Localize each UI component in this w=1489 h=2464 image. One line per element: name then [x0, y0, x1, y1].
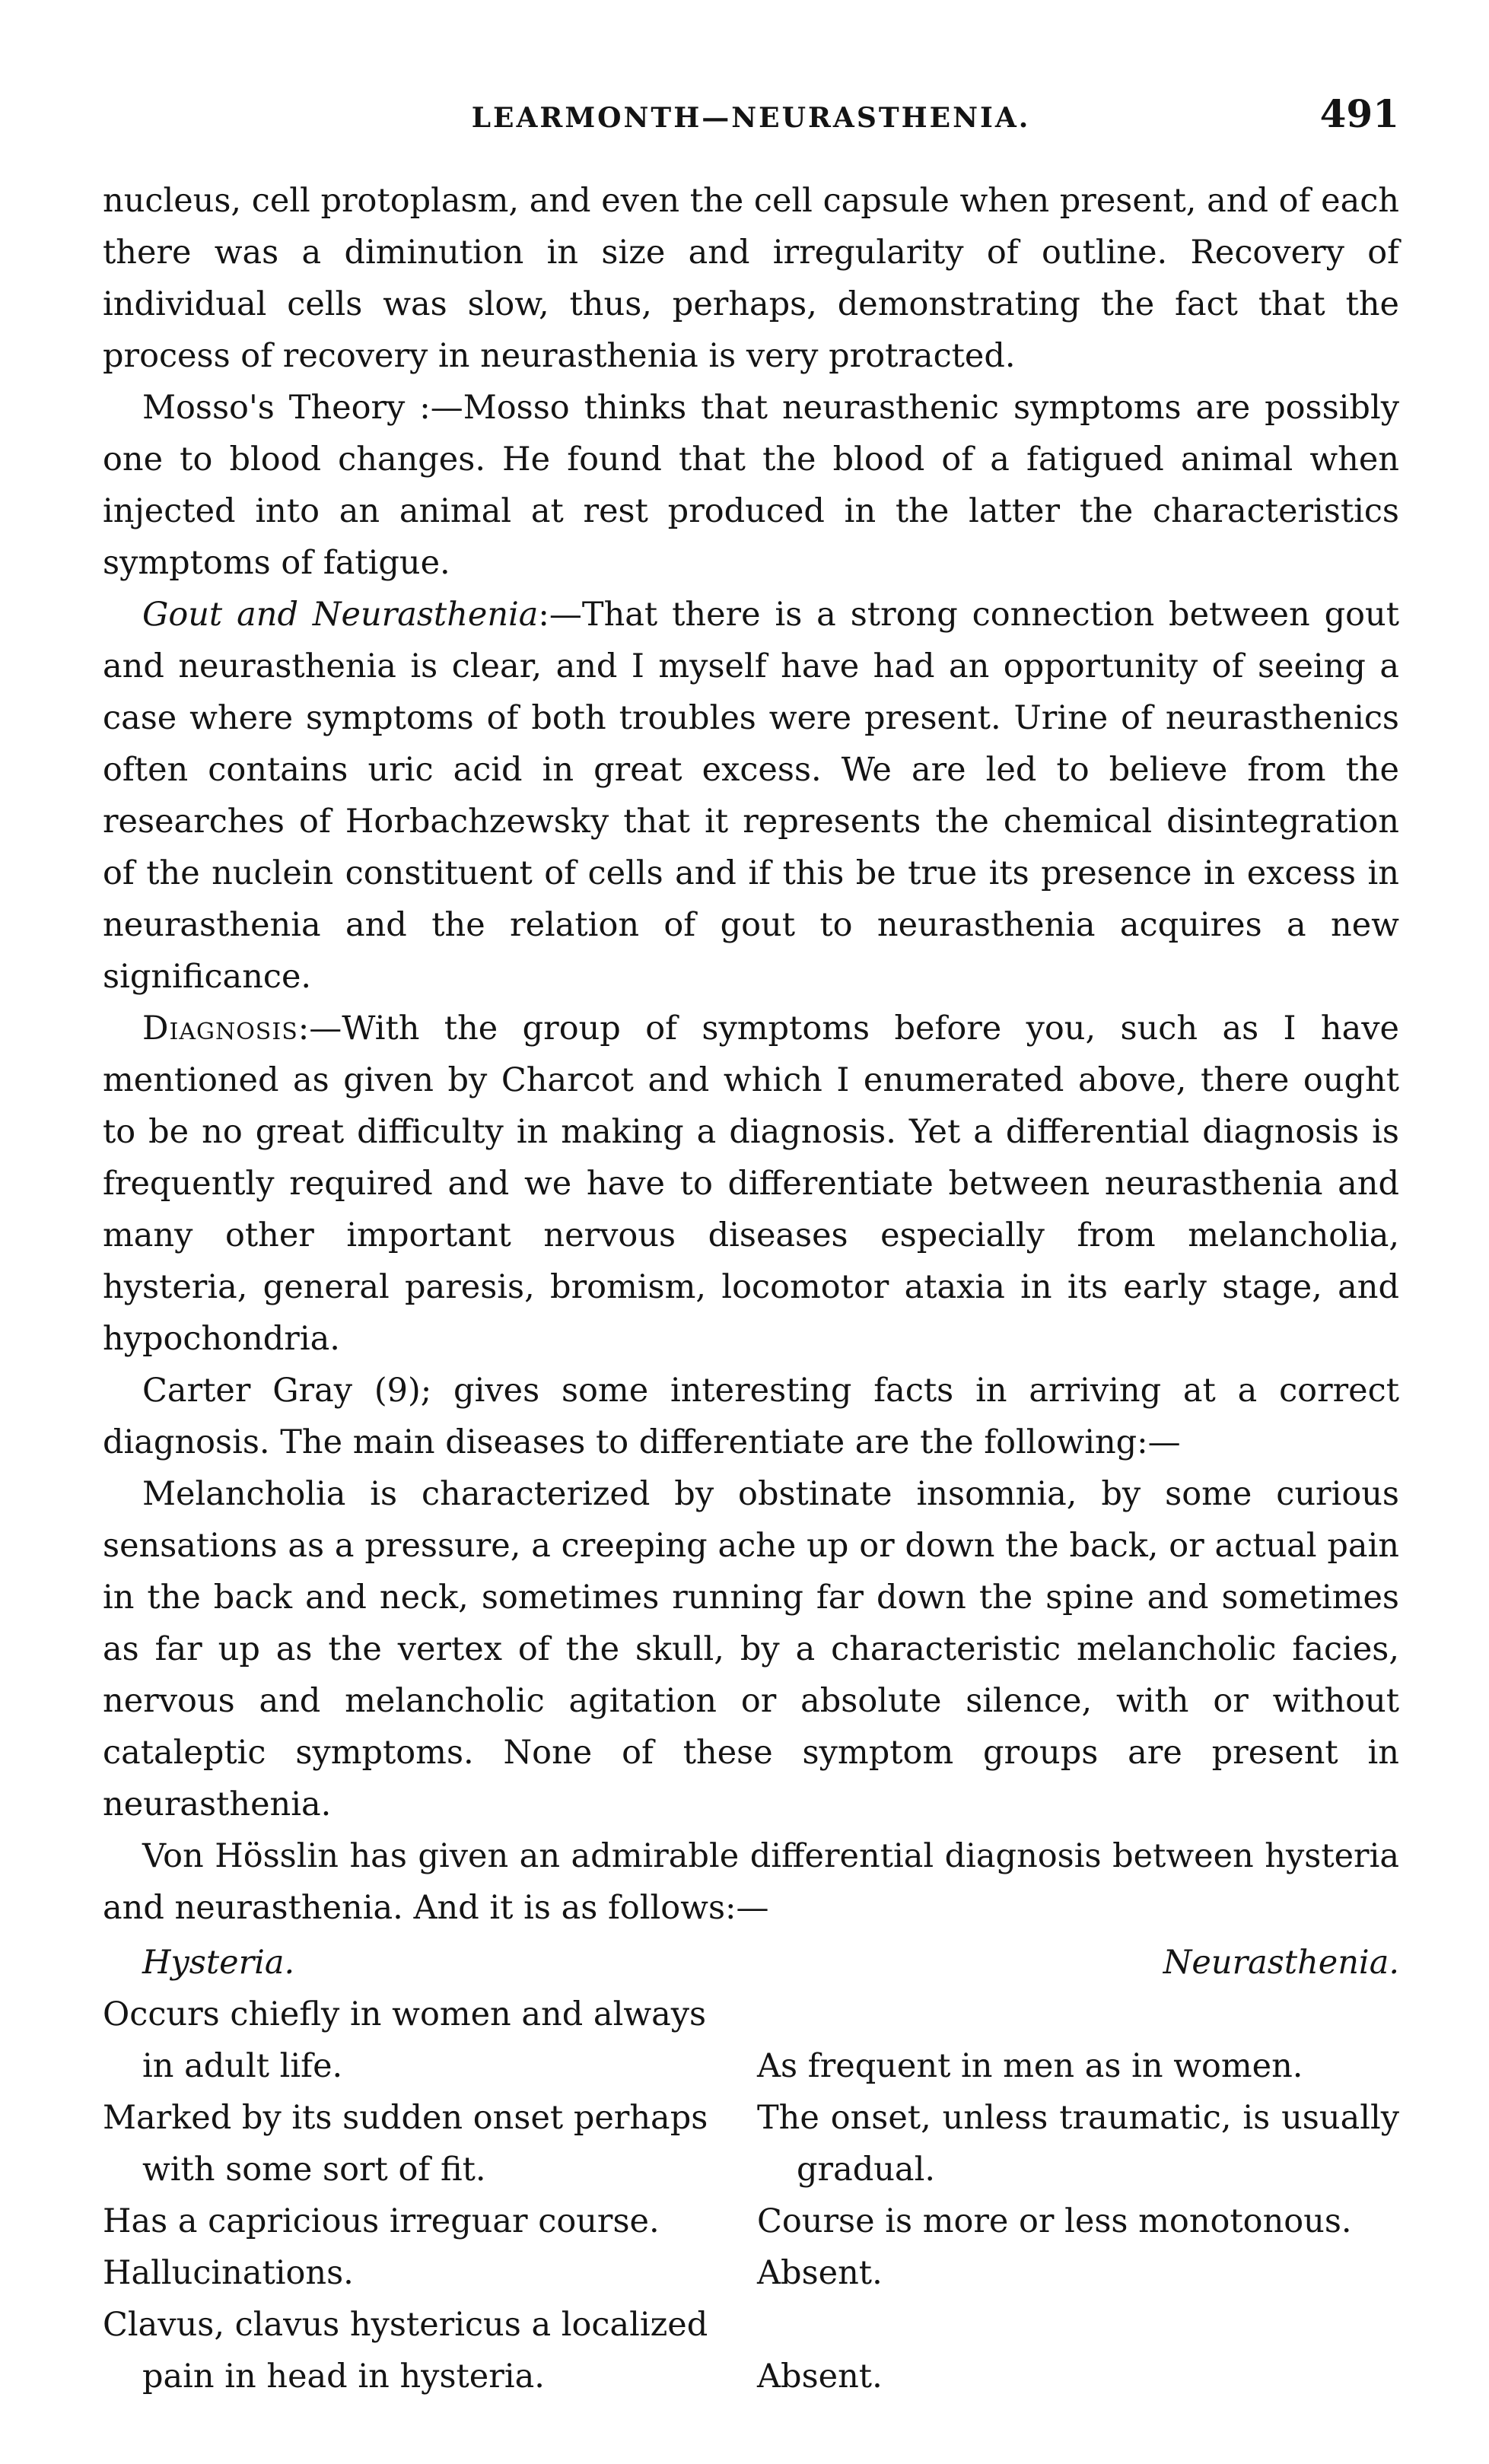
hysteria-cell: Marked by its sudden onset perhaps with some sort of fit.: [103, 2099, 708, 2189]
neurasthenia-heading: Neurasthenia.: [1163, 1944, 1399, 1982]
gout-heading: Gout and Neurasthenia: [142, 596, 539, 634]
neurasthenia-cell: As frequent in men as in women.: [757, 2047, 1303, 2085]
paragraph-gout: [103, 589, 1399, 1003]
hysteria-heading: Hysteria.: [142, 1944, 295, 1982]
gout-text: :—That there is a strong connection between gout and neurasthenia is clear, and I myself have had an opportunity of seeing a case where symptoms of both troubles were present. Urine of neurasthenics often contains uric acid in great excess. We are led to believe from the researches of Horbachzewsky that it represents the chemical disintegration of the nuclein constituent of cells and if this be true its presence in excess in neurasthenia and the relation of gout to neurasthenia acquires a new significance.: [103, 596, 1399, 996]
neurasthenia-cell: The onset, unless traumatic, is usually gradual.: [757, 2099, 1399, 2189]
comparison-row: [103, 2092, 1399, 2195]
comparison-row: [103, 2247, 1399, 2299]
comparison-row: [103, 2299, 1399, 2402]
page-number: 491: [1319, 91, 1399, 136]
neurasthenia-cell: Absent.: [757, 2254, 883, 2292]
comparison-row: [103, 2195, 1399, 2247]
hysteria-cell: Has a capricious irreguar course.: [103, 2202, 660, 2240]
diagnosis-heading: Diagnosis: [142, 1009, 298, 1048]
comparison-header: [103, 1937, 1399, 1989]
paragraph-mosso-theory: Mosso's Theory :—Mosso thinks that neurasthenic symptoms are possibly one to blood changes. He found that the blood of a fatigued animal when injected into an animal at rest produced in the latter the characteristics symptoms of fatigue.: [103, 389, 1399, 582]
page-header: [103, 91, 1399, 175]
diagnosis-text: :—With the group of symptoms before you, such as I have mentioned as given by Charcot and which I enumerated above, there ought to be no great difficulty in making a diagnosis. Yet a differential diagnosis is frequently required and we have to differentiate between neurasthenia and many other important nervous diseases especially from melancholia, hysteria, general paresis, bromism, locomotor ataxia in its early stage, and hypochondria.: [103, 1009, 1399, 1358]
neurasthenia-cell: Course is more or less monotonous.: [757, 2202, 1352, 2240]
paragraph-carter-gray: Carter Gray (9); gives some interesting facts in arriving at a correct diagnosis. The main diseases to differentiate are the following:—: [103, 1372, 1399, 1461]
comparison-table: [103, 1937, 1399, 2402]
hysteria-cell: Clavus, clavus hystericus a localized pain in head in hysteria.: [103, 2306, 708, 2396]
hysteria-cell: Hallucinations.: [103, 2254, 354, 2292]
hysteria-cell: Occurs chiefly in women and always in adult life.: [103, 1995, 707, 2085]
comparison-row: [103, 1989, 1399, 2092]
paragraph-nucleus: nucleus, cell protoplasm, and even the cell capsule when present, and of each there was a diminution in size and irregularity of outline. Recovery of individual cells was slow, thus, perhaps, demonstrating the fact that the process of recovery in neurasthenia is very protracted.: [103, 182, 1399, 375]
paragraph-diagnosis: [103, 1003, 1399, 1365]
paragraph-melancholia: Melancholia is characterized by obstinate insomnia, by some curious sensations as a pressure, a creeping ache up or down the back, or actual pain in the back and neck, sometimes running far down the spine and sometimes as far up as the vertex of the skull, by a characteristic melancholic facies, nervous and melancholic agitation or absolute silence, with or without cataleptic symptoms. None of these symptom groups are present in neurasthenia.: [103, 1475, 1399, 1823]
neurasthenia-cell: Absent.: [757, 2357, 883, 2396]
paragraph-von-hosslin: Von Hösslin has given an admirable differential diagnosis between hysteria and neurasthenia. And it is as follows:—: [103, 1837, 1399, 1927]
running-head: LEARMONTH—NEURASTHENIA.: [471, 102, 1031, 134]
